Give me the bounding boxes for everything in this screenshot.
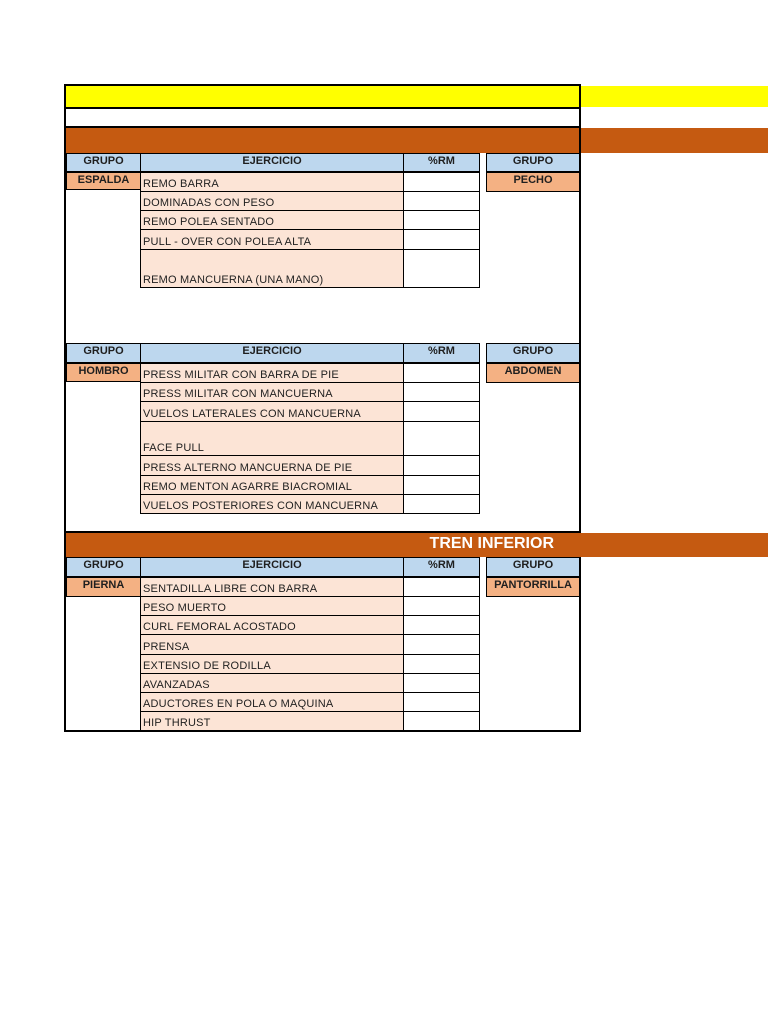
group-label-pantorrilla: PANTORRILLA xyxy=(486,577,580,597)
header-rm: %RM xyxy=(403,153,480,172)
exercise-cell: SENTADILLA LIBRE CON BARRA xyxy=(140,577,404,597)
rm-input[interactable] xyxy=(403,692,480,712)
exercise-cell: REMO MANCUERNA (UNA MANO) xyxy=(140,249,404,288)
header-ejercicio: EJERCICIO xyxy=(140,557,404,577)
exercise-cell: PULL - OVER CON POLEA ALTA xyxy=(140,229,404,250)
header-grupo-right: GRUPO xyxy=(486,557,580,577)
header-grupo: GRUPO xyxy=(66,557,141,577)
rm-input[interactable] xyxy=(403,673,480,693)
yellow-banner-bottom-border xyxy=(64,107,581,109)
group-label-espalda: ESPALDA xyxy=(66,172,141,190)
rm-input[interactable] xyxy=(403,249,480,288)
rm-input[interactable] xyxy=(403,475,480,495)
rm-input[interactable] xyxy=(403,172,480,192)
rm-input[interactable] xyxy=(403,401,480,422)
exercise-cell: VUELOS LATERALES CON MANCUERNA xyxy=(140,401,404,422)
header-grupo: GRUPO xyxy=(66,343,141,363)
yellow-banner xyxy=(66,86,768,107)
rm-input[interactable] xyxy=(403,615,480,635)
rm-input[interactable] xyxy=(403,577,480,597)
exercise-cell: VUELOS POSTERIORES CON MANCUERNA xyxy=(140,494,404,514)
exercise-cell: HIP THRUST xyxy=(140,711,404,731)
exercise-cell: FACE PULL xyxy=(140,421,404,456)
header-ejercicio: EJERCICIO xyxy=(140,343,404,363)
rm-input[interactable] xyxy=(403,494,480,514)
group-label-pierna: PIERNA xyxy=(66,577,141,597)
header-ejercicio: EJERCICIO xyxy=(140,153,404,172)
header-rm: %RM xyxy=(403,343,480,363)
exercise-cell: PESO MUERTO xyxy=(140,596,404,616)
rm-input[interactable] xyxy=(403,654,480,674)
header-grupo-right: GRUPO xyxy=(486,153,580,172)
rm-input[interactable] xyxy=(403,634,480,655)
rm-input[interactable] xyxy=(403,596,480,616)
exercise-cell: REMO POLEA SENTADO xyxy=(140,210,404,230)
exercise-cell: ADUCTORES EN POLA O MAQUINA xyxy=(140,692,404,712)
header-grupo: GRUPO xyxy=(66,153,141,172)
group-label-abdomen: ABDOMEN xyxy=(486,363,580,383)
exercise-cell: REMO BARRA xyxy=(140,172,404,192)
bottom-border xyxy=(64,730,581,732)
tren-inferior-banner xyxy=(66,533,768,557)
exercise-cell: CURL FEMORAL ACOSTADO xyxy=(140,615,404,635)
rm-input[interactable] xyxy=(403,191,480,211)
exercise-cell: DOMINADAS CON PESO xyxy=(140,191,404,211)
exercise-cell: PRESS ALTERNO MANCUERNA DE PIE xyxy=(140,455,404,476)
rm-input[interactable] xyxy=(403,210,480,230)
rm-input[interactable] xyxy=(403,455,480,476)
exercise-cell: PRESS MILITAR CON MANCUERNA xyxy=(140,382,404,402)
tren-superior-banner xyxy=(66,128,768,153)
group-label-hombro: HOMBRO xyxy=(66,363,141,382)
rm-input[interactable] xyxy=(403,382,480,402)
exercise-cell: PRESS MILITAR CON BARRA DE PIE xyxy=(140,363,404,383)
exercise-cell: EXTENSIO DE RODILLA xyxy=(140,654,404,674)
exercise-cell: AVANZADAS xyxy=(140,673,404,693)
rm-input[interactable] xyxy=(403,711,480,731)
group-label-pecho: PECHO xyxy=(486,172,580,192)
rm-input[interactable] xyxy=(403,229,480,250)
rm-input[interactable] xyxy=(403,363,480,383)
exercise-cell: PRENSA xyxy=(140,634,404,655)
tren-inferior-title: TREN INFERIOR xyxy=(429,535,554,552)
header-grupo-right: GRUPO xyxy=(486,343,580,363)
rm-input[interactable] xyxy=(403,421,480,456)
exercise-cell: REMO MENTON AGARRE BIACROMIAL xyxy=(140,475,404,495)
header-rm: %RM xyxy=(403,557,480,577)
